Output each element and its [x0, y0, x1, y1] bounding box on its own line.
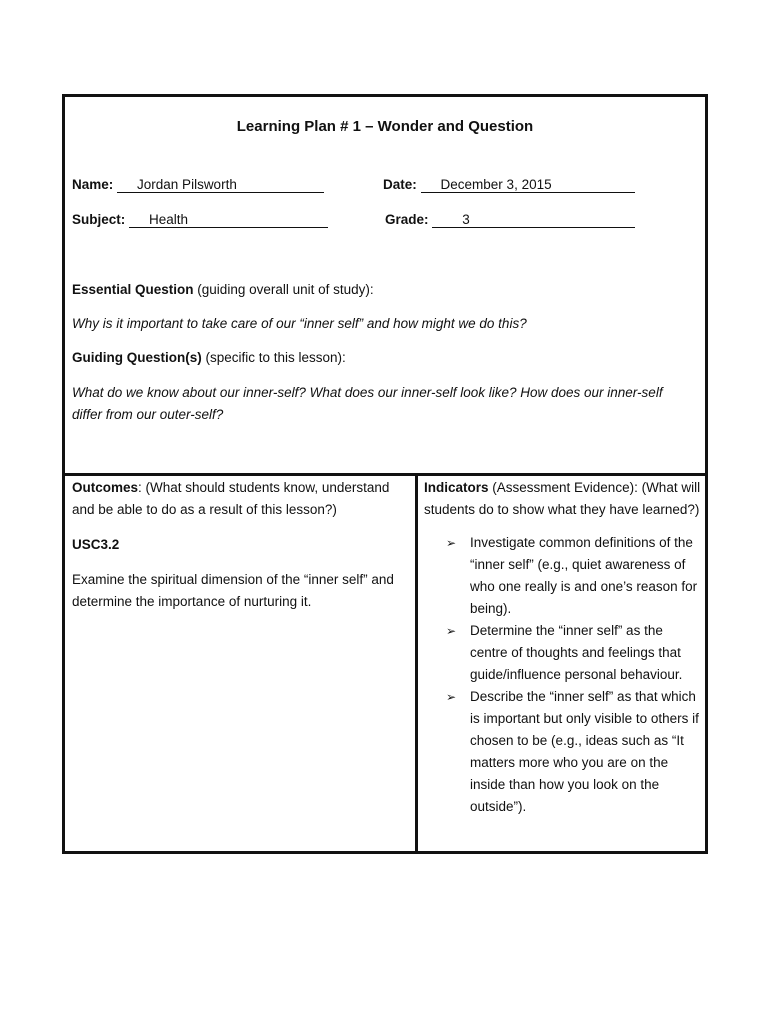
- guiding-question-heading: [72, 347, 695, 369]
- list-item: [424, 686, 704, 818]
- list-item: [424, 620, 704, 686]
- indicators-column: [424, 477, 704, 818]
- essential-question-text: Why is it important to take care of our “inner self” and how might we do this?: [72, 316, 527, 331]
- outcomes-column: [72, 477, 410, 613]
- subject-label: Subject:: [72, 212, 126, 227]
- arrow-bullet-icon: ➢: [446, 624, 457, 638]
- name-field: [72, 177, 324, 193]
- list-item: [424, 532, 704, 620]
- outcomes-note: : (What should students know, understand and be able to do as a result of this lesson?): [72, 480, 390, 517]
- name-label: Name:: [72, 177, 114, 192]
- date-field: [383, 177, 635, 193]
- essential-question-label: Essential Question: [72, 282, 194, 297]
- arrow-bullet-icon: ➢: [446, 690, 457, 704]
- indicators-label: Indicators: [424, 480, 489, 495]
- essential-question-heading: [72, 279, 695, 301]
- grade-label: Grade:: [385, 212, 429, 227]
- date-label: Date:: [383, 177, 417, 192]
- outcome-code: USC3.2: [72, 537, 120, 552]
- arrow-bullet-icon: ➢: [446, 536, 457, 550]
- name-value: Jordan Pilsworth: [117, 177, 324, 193]
- learning-plan-document: [62, 94, 708, 854]
- indicator-text: Investigate common definitions of the “inner self” (e.g., quiet awareness of who one really is and one’s reason for being).: [470, 535, 698, 616]
- subject-value: Health: [129, 212, 328, 228]
- indicators-list: [424, 532, 704, 818]
- outcome-text: Examine the spiritual dimension of the “inner self” and determine the importance of nurturing it.: [72, 572, 394, 609]
- grade-field: [385, 212, 635, 228]
- indicator-text: Determine the “inner self” as the centre of thoughts and feelings that guide/influence personal behaviour.: [470, 623, 683, 682]
- guiding-question-label: Guiding Question(s): [72, 350, 202, 365]
- outcomes-heading: [72, 477, 410, 521]
- indicators-heading: [424, 477, 704, 521]
- date-value: December 3, 2015: [421, 177, 635, 193]
- section-divider: [65, 473, 705, 476]
- essential-question-note: (guiding overall unit of study):: [193, 282, 374, 297]
- subject-field: [72, 212, 328, 228]
- outcomes-label: Outcomes: [72, 480, 139, 495]
- indicators-note: (Assessment Evidence): (What will students do to show what they have learned?): [424, 480, 701, 517]
- guiding-question-text: What do we know about our inner-self? What does our inner-self look like? How does our inner-self differ from our outer-self?: [72, 385, 663, 422]
- guiding-question-note: (specific to this lesson):: [201, 350, 346, 365]
- indicator-text: Describe the “inner self” as that which is important but only visible to others if chosen to be (e.g., ideas such as “It matters more who you are on the inside than how you look on the outside”).: [470, 689, 699, 814]
- document-title: Learning Plan # 1 – Wonder and Question: [236, 118, 534, 135]
- grade-value: 3: [432, 212, 635, 228]
- column-divider: [415, 473, 418, 851]
